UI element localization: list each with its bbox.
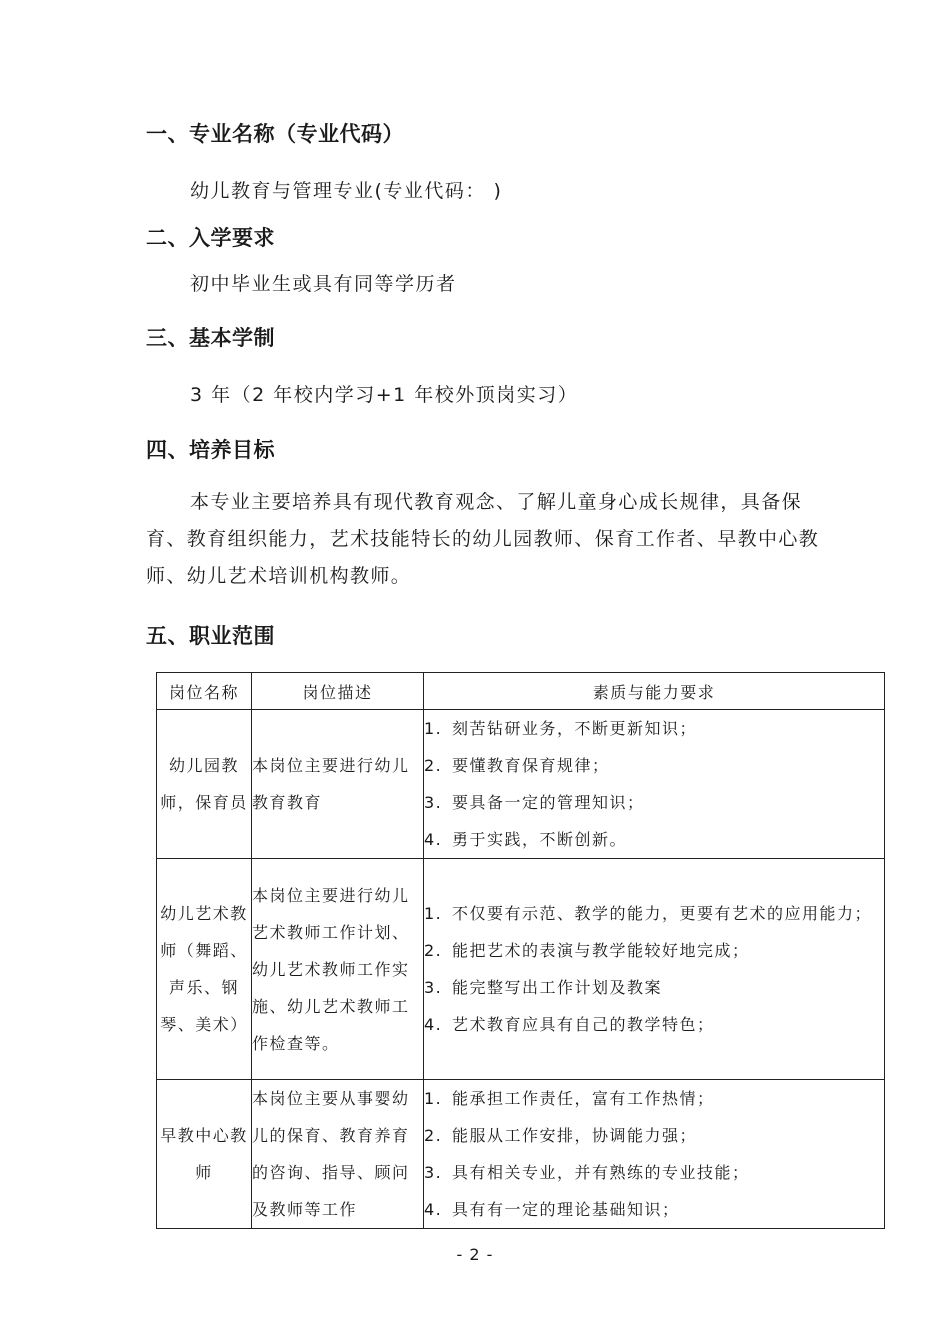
career-table xyxy=(156,672,885,1229)
item-number: 3. xyxy=(424,978,443,997)
description-cell: 本岗位主要进行幼儿艺术教师工作计划、幼儿艺术教师工作实施、幼儿艺术教师工作检查等。 xyxy=(252,859,424,1080)
item-number: 2. xyxy=(424,1126,443,1145)
position-cell: 幼儿艺术教师（舞蹈、声乐、钢琴、美术） xyxy=(157,859,252,1080)
header-position: 岗位名称 xyxy=(157,673,252,710)
admission-text: 初中毕业生或具有同等学历者 xyxy=(190,273,457,295)
program-name-text: 幼儿教育与管理专业(专业代码： ) xyxy=(190,180,503,202)
table-header-row xyxy=(157,673,885,710)
requirements-cell xyxy=(424,859,885,1080)
list-item xyxy=(424,821,884,858)
objective-paragraph xyxy=(146,484,826,595)
list-item xyxy=(424,969,884,1006)
header-description: 岗位描述 xyxy=(252,673,424,710)
item-text: 能把艺术的表演与教学能较好地完成； xyxy=(452,941,750,960)
description-cell: 本岗位主要进行幼儿教育教育 xyxy=(252,710,424,859)
item-number: 4. xyxy=(424,830,443,849)
section-heading-objective: 四、培养目标 xyxy=(146,438,275,462)
item-number: 3. xyxy=(424,793,443,812)
list-item xyxy=(424,1117,884,1154)
section-heading-admission: 二、入学要求 xyxy=(146,226,275,250)
table-row xyxy=(157,1080,885,1229)
item-number: 2. xyxy=(424,756,443,775)
duration-text: 3 年（2 年校内学习+1 年校外顶岗实习） xyxy=(190,384,579,406)
description-cell: 本岗位主要从事婴幼儿的保育、教育养育的咨询、指导、顾问及教师等工作 xyxy=(252,1080,424,1229)
list-item xyxy=(424,1191,884,1228)
item-number: 1. xyxy=(424,904,443,923)
section-heading-duration: 三、基本学制 xyxy=(146,326,275,350)
requirements-cell xyxy=(424,710,885,859)
position-cell: 幼儿园教师，保育员 xyxy=(157,710,252,859)
list-item xyxy=(424,1080,884,1117)
list-item xyxy=(424,1154,884,1191)
item-text: 能完整写出工作计划及教案 xyxy=(452,978,663,997)
item-number: 4. xyxy=(424,1200,443,1219)
list-item xyxy=(424,895,884,932)
list-item xyxy=(424,1006,884,1043)
objective-text: 本专业主要培养具有现代教育观念、了解儿童身心成长规律，具备保育、教育组织能力，艺术技能特长的幼儿园教师、保育工作者、早教中心教师、幼儿艺术培训机构教师。 xyxy=(146,491,820,587)
item-text: 勇于实践，不断创新。 xyxy=(452,830,628,849)
item-text: 刻苦钻研业务，不断更新知识； xyxy=(452,719,698,738)
item-number: 3. xyxy=(424,1163,443,1182)
list-item xyxy=(424,932,884,969)
item-text: 要懂教育保育规律； xyxy=(452,756,610,775)
table-row xyxy=(157,710,885,859)
item-number: 1. xyxy=(424,719,443,738)
item-number: 1. xyxy=(424,1089,443,1108)
list-item xyxy=(424,784,884,821)
list-item xyxy=(424,710,884,747)
list-item xyxy=(424,747,884,784)
item-text: 具有相关专业，并有熟练的专业技能； xyxy=(452,1163,750,1182)
section-heading-name: 一、专业名称（专业代码） xyxy=(146,122,404,146)
position-cell: 早教中心教师 xyxy=(157,1080,252,1229)
page-number: - 2 - xyxy=(456,1245,494,1264)
item-text: 能服从工作安排，协调能力强； xyxy=(452,1126,698,1145)
requirements-cell xyxy=(424,1080,885,1229)
item-text: 具有有一定的理论基础知识； xyxy=(452,1200,680,1219)
table-row xyxy=(157,859,885,1080)
item-text: 艺术教育应具有自己的教学特色； xyxy=(452,1015,715,1034)
header-requirements: 素质与能力要求 xyxy=(424,673,885,710)
item-number: 2. xyxy=(424,941,443,960)
section-heading-career: 五、职业范围 xyxy=(146,624,275,648)
item-number: 4. xyxy=(424,1015,443,1034)
item-text: 要具备一定的管理知识； xyxy=(452,793,645,812)
item-text: 能承担工作责任，富有工作热情； xyxy=(452,1089,715,1108)
item-text: 不仅要有示范、教学的能力，更要有艺术的应用能力； xyxy=(452,904,873,923)
